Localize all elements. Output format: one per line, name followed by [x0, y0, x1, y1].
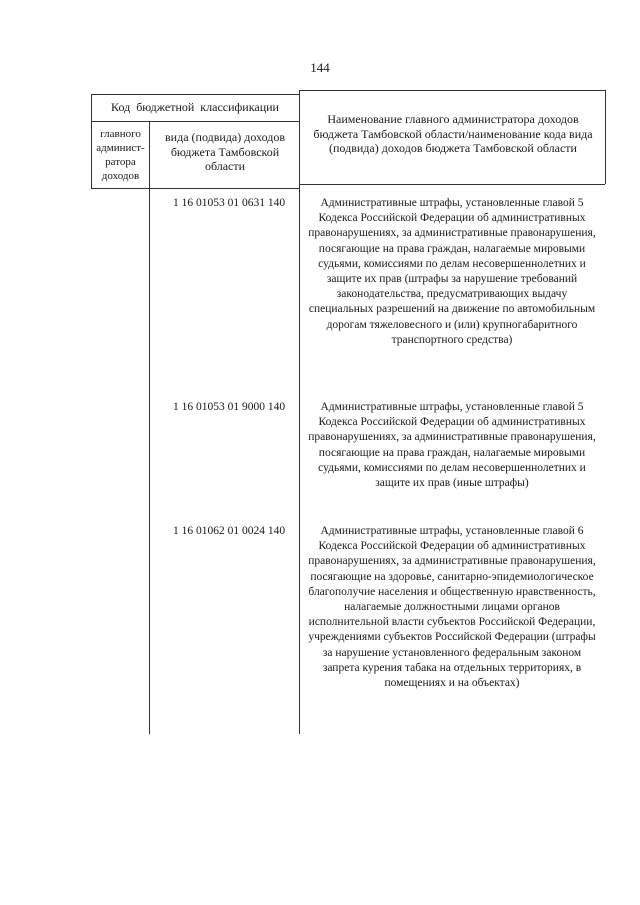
header-bottom-border — [91, 188, 299, 189]
table-top-border — [91, 94, 299, 95]
header-admin-line: доходов — [101, 170, 140, 182]
row-1-description: Административные штрафы, установленные главой 5 Кодекса Российской Федерации об административных правонарушениях, за административные правонарушения, посягающие на права граждан, налагаемые мировыми судьями, комиссиями по делам несовершеннолетних и защите их прав (штрафы за нарушение требований законодательства, предусматривающих выдачу специальных разрешений на движение по автомобильным дорогам тяжеловесного и (или) крупногабаритного транспортного средства) — [308, 197, 596, 346]
header-admin-line: главного — [100, 128, 141, 140]
row-3-code: 1 16 01062 01 0024 140 — [172, 525, 286, 537]
code-column-divider — [299, 90, 300, 734]
row-1-code: 1 16 01053 01 0631 140 — [172, 197, 286, 209]
header-admin-line: админист- — [96, 142, 145, 154]
name-header-bottom-border — [299, 184, 605, 185]
row-2-code: 1 16 01053 01 9000 140 — [172, 401, 286, 413]
page-number: 144 — [310, 60, 330, 75]
header-income-column: вида (подвида) доходов бюджета Тамбовской области — [165, 130, 285, 173]
header-group-divider — [91, 121, 299, 122]
header-code-group: Код бюджетной классификации — [111, 100, 279, 114]
header-admin-line: ратора — [105, 156, 136, 168]
name-header-top-border — [299, 90, 605, 91]
row-3-description: Административные штрафы, установленные главой 6 Кодекса Российской Федерации об административных правонарушениях, за административные правонарушения, посягающие на здоровье, санитарно-эпидемиологическое благополучие населения и общественную нравственность, налагаемые должностными лицами органов исполнительной власти субъектов Российской Федерации, учреждениями субъектов Российской Федерации (штрафы за нарушение установленного федеральным законом запрета курения табака на отдельных территориях, в помещениях и на объектах) — [308, 525, 596, 690]
row-2-description: Административные штрафы, установленные главой 5 Кодекса Российской Федерации об административных правонарушениях, за административные правонарушения, посягающие на права граждан, налагаемые мировыми судьями, комиссиями по делам несовершеннолетних и защите их прав (иные штрафы) — [308, 401, 596, 490]
header-admin-column — [92, 127, 149, 183]
header-name-column: Наименование главного администратора доходов бюджета Тамбовской области/наименование кода вида (подвида) доходов бюджета Тамбовской области — [313, 112, 593, 155]
budget-classification-table — [91, 94, 605, 734]
admin-column-divider — [149, 121, 150, 734]
table-right-border — [605, 90, 606, 184]
